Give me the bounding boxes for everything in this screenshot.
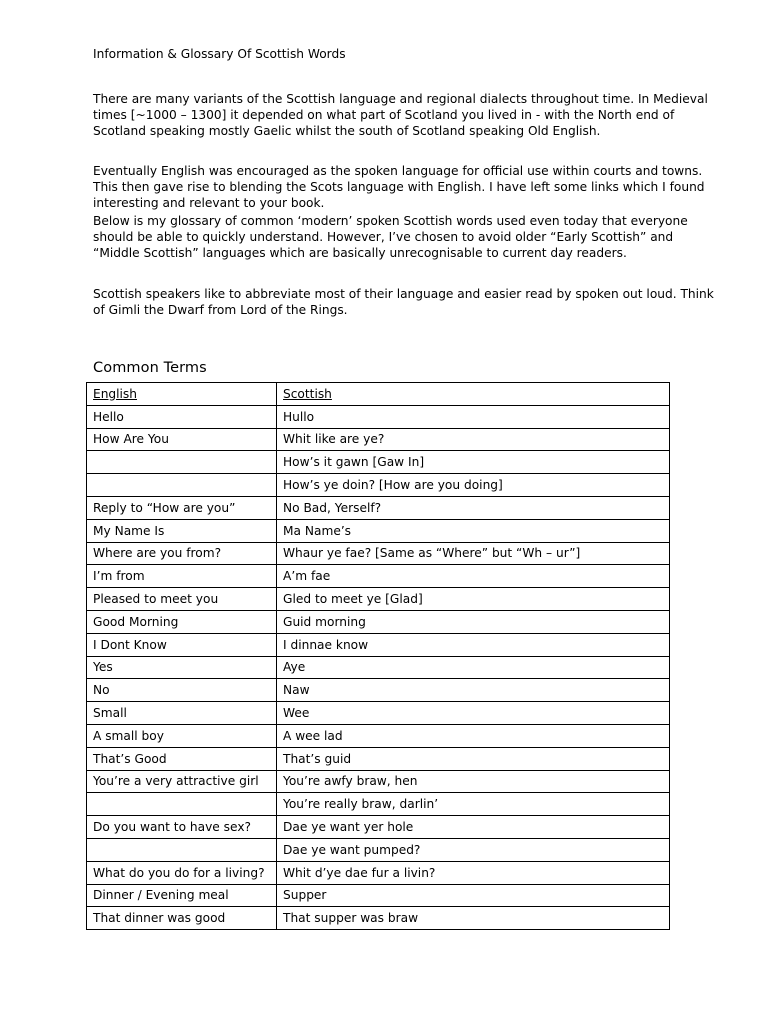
document-title: Information & Glossary Of Scottish Words xyxy=(93,47,346,61)
paragraph-line: Eventually English was encouraged as the spoken language for official use within courts and towns. xyxy=(93,164,703,178)
scottish-term-cell: Ma Name’s xyxy=(277,519,670,542)
english-term-cell: Where are you from? xyxy=(87,542,277,565)
scottish-term-cell: How’s it gawn [Gaw In] xyxy=(277,451,670,474)
scottish-term-cell: Aye xyxy=(277,656,670,679)
english-term-cell: I’m from xyxy=(87,565,277,588)
paragraph-line: Scotland speaking mostly Gaelic whilst the south of Scotland speaking Old English. xyxy=(93,124,601,139)
glossary-table xyxy=(86,382,670,930)
scottish-term-cell: A wee lad xyxy=(277,724,670,747)
paragraph-line: of Gimli the Dwarf from Lord of the Rings. xyxy=(93,303,348,318)
english-term-cell: That’s Good xyxy=(87,747,277,770)
column-header-english: English xyxy=(87,383,277,406)
table-header-row xyxy=(87,383,670,406)
english-term-cell: Good Morning xyxy=(87,610,277,633)
scottish-term-cell: Naw xyxy=(277,679,670,702)
scottish-term-cell: A’m fae xyxy=(277,565,670,588)
english-term-cell: You’re a very attractive girl xyxy=(87,770,277,793)
table-row xyxy=(87,747,670,770)
table-row xyxy=(87,428,670,451)
scottish-term-cell: Wee xyxy=(277,702,670,725)
scottish-term-cell: Whit d’ye dae fur a livin? xyxy=(277,861,670,884)
english-term-cell: That dinner was good xyxy=(87,907,277,930)
scottish-term-cell: Whit like are ye? xyxy=(277,428,670,451)
english-term-cell: How Are You xyxy=(87,428,277,451)
english-term-cell: A small boy xyxy=(87,724,277,747)
table-row xyxy=(87,565,670,588)
history-paragraph xyxy=(93,163,705,212)
table-row xyxy=(87,542,670,565)
table-row xyxy=(87,816,670,839)
scottish-term-cell: I dinnae know xyxy=(277,633,670,656)
table-row xyxy=(87,861,670,884)
scottish-term-cell: How’s ye doin? [How are you doing] xyxy=(277,474,670,497)
scottish-term-cell: Guid morning xyxy=(277,610,670,633)
glossary-intro-paragraph xyxy=(93,213,688,262)
table-row xyxy=(87,656,670,679)
intro-paragraph xyxy=(93,91,708,140)
table-row xyxy=(87,633,670,656)
paragraph-line: “Middle Scottish” languages which are basically unrecognisable to current day readers. xyxy=(93,246,627,261)
scottish-term-cell: That’s guid xyxy=(277,747,670,770)
scottish-term-cell: You’re really braw, darlin’ xyxy=(277,793,670,816)
table-row xyxy=(87,724,670,747)
english-term-cell: Dinner / Evening meal xyxy=(87,884,277,907)
scottish-term-cell: Hullo xyxy=(277,405,670,428)
english-term-cell xyxy=(87,838,277,861)
table-row xyxy=(87,838,670,861)
scottish-term-cell: No Bad, Yerself? xyxy=(277,496,670,519)
paragraph-line: Scottish speakers like to abbreviate most of their language and easier read by spoken out loud. Think xyxy=(93,287,714,301)
english-term-cell xyxy=(87,451,277,474)
english-term-cell: No xyxy=(87,679,277,702)
table-row xyxy=(87,451,670,474)
english-term-cell: My Name Is xyxy=(87,519,277,542)
table-row xyxy=(87,496,670,519)
scottish-term-cell: Dae ye want pumped? xyxy=(277,838,670,861)
english-term-cell: Yes xyxy=(87,656,277,679)
english-term-cell: Reply to “How are you” xyxy=(87,496,277,519)
english-term-cell xyxy=(87,793,277,816)
column-header-scottish: Scottish xyxy=(277,383,670,406)
english-term-cell xyxy=(87,474,277,497)
table-row xyxy=(87,702,670,725)
abbreviation-paragraph xyxy=(93,286,714,318)
english-term-cell: I Dont Know xyxy=(87,633,277,656)
english-term-cell: What do you do for a living? xyxy=(87,861,277,884)
table-row xyxy=(87,679,670,702)
english-term-cell: Hello xyxy=(87,405,277,428)
table-row xyxy=(87,405,670,428)
paragraph-line: should be able to quickly understand. However, I’ve chosen to avoid older “Early Scottish” and xyxy=(93,230,674,245)
paragraph-line: Below is my glossary of common ‘modern’ spoken Scottish words used even today that everyone xyxy=(93,214,688,228)
paragraph-line: This then gave rise to blending the Scots language with English. I have left some links which I found xyxy=(93,180,705,195)
table-row xyxy=(87,770,670,793)
scottish-term-cell: Gled to meet ye [Glad] xyxy=(277,588,670,611)
table-row xyxy=(87,588,670,611)
paragraph-line: times [~1000 – 1300] it depended on what part of Scotland you lived in - with the North end of xyxy=(93,108,675,123)
section-heading: Common Terms xyxy=(93,360,207,376)
scottish-term-cell: Dae ye want yer hole xyxy=(277,816,670,839)
table-row xyxy=(87,519,670,542)
scottish-term-cell: That supper was braw xyxy=(277,907,670,930)
english-term-cell: Do you want to have sex? xyxy=(87,816,277,839)
table-body xyxy=(87,405,670,929)
table-row xyxy=(87,793,670,816)
table-row xyxy=(87,884,670,907)
paragraph-line: interesting and relevant to your book. xyxy=(93,196,325,211)
scottish-term-cell: Whaur ye fae? [Same as “Where” but “Wh – ur”] xyxy=(277,542,670,565)
english-term-cell: Pleased to meet you xyxy=(87,588,277,611)
table-row xyxy=(87,610,670,633)
english-term-cell: Small xyxy=(87,702,277,725)
table-row xyxy=(87,907,670,930)
scottish-term-cell: Supper xyxy=(277,884,670,907)
scottish-term-cell: You’re awfy braw, hen xyxy=(277,770,670,793)
paragraph-line: There are many variants of the Scottish language and regional dialects throughout time. In Medieval xyxy=(93,92,708,106)
table-row xyxy=(87,474,670,497)
